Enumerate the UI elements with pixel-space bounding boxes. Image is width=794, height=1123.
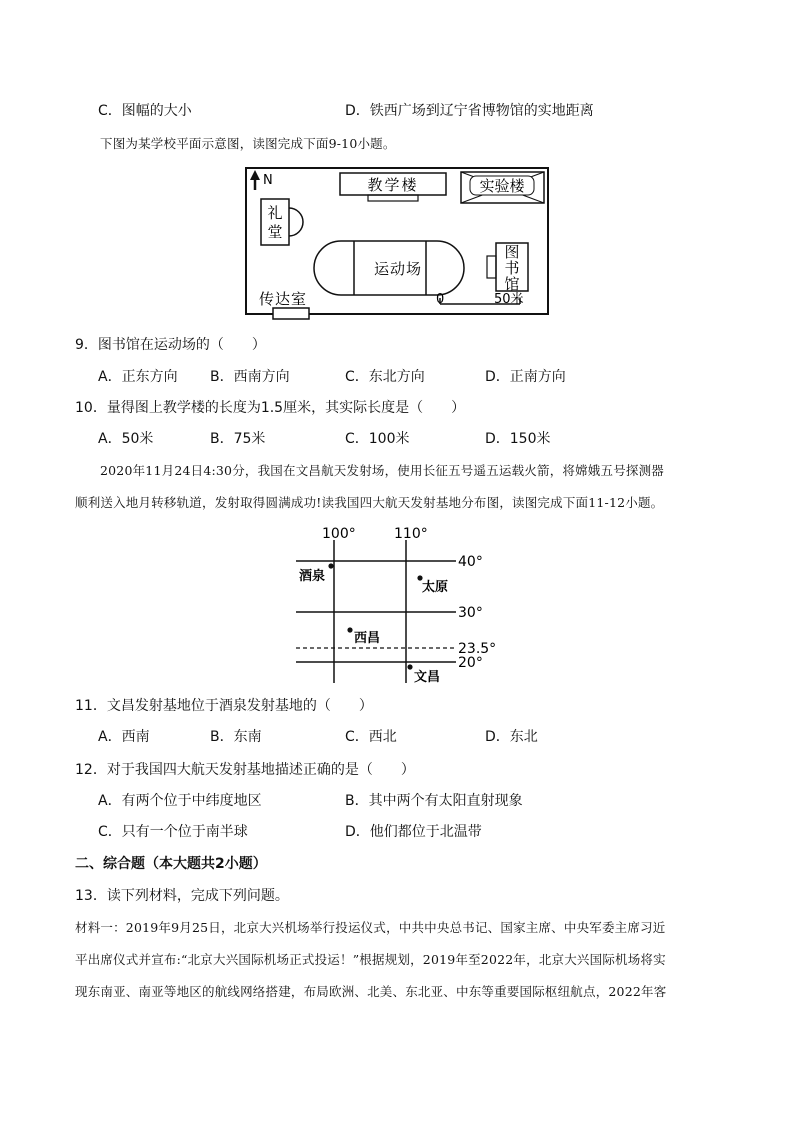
library-label-1: 图 — [504, 243, 520, 261]
lat-30-label: 30° — [458, 605, 483, 621]
lab-building-label: 实验楼 — [479, 177, 525, 195]
q11-option-b: B．东南 — [210, 729, 262, 745]
scale-zero-label: 0 — [436, 292, 445, 307]
q12-option-a: A．有两个位于中纬度地区 — [98, 793, 262, 809]
q10-option-d: D．150米 — [485, 431, 551, 447]
playground-label: 运动场 — [373, 260, 423, 278]
xichang-point — [347, 627, 352, 632]
teaching-building-label: 教学楼 — [367, 176, 419, 194]
material-line3: 现东南亚、南亚等地区的航线网络搭建，布局欧洲、北美、东北亚、中东等重要国际枢纽航点，2022年客 — [75, 984, 667, 999]
intro-9-10: 下图为某学校平面示意图，读图完成下面9-10小题。 — [100, 136, 396, 151]
q11-stem: 11．文昌发射基地位于酒泉发射基地的（ ） — [75, 698, 373, 714]
q8-option-c: C．图幅的大小 — [98, 103, 192, 119]
section2-title: 二、综合题（本大题共2小题） — [75, 856, 267, 872]
jiuquan-point — [328, 563, 333, 568]
q9-stem: 9．图书馆在运动场的（ ） — [75, 337, 266, 353]
q12-option-d: D．他们都位于北温带 — [345, 824, 482, 840]
jiuquan-label: 酒泉 — [299, 569, 326, 584]
lat-20-label: 20° — [458, 655, 483, 671]
q12-stem: 12．对于我国四大航天发射基地描述正确的是（ ） — [75, 762, 415, 778]
lon-110-label: 110° — [394, 526, 428, 542]
q9-option-a: A．正东方向 — [98, 369, 178, 385]
q9-option-c: C．东北方向 — [345, 369, 425, 385]
q11-option-a: A．西南 — [98, 729, 150, 745]
q10-option-a: A．50米 — [98, 431, 154, 447]
intro-11-12-line2: 顺利送入地月转移轨道，发射取得圆满成功!读我国四大航天发射基地分布图，读图完成下面11-12小题。 — [75, 495, 664, 510]
library-label-2: 书 — [504, 259, 520, 277]
lat-40-label: 40° — [458, 554, 483, 570]
q8-option-d: D．铁西广场到辽宁省博物馆的实地距离 — [345, 103, 594, 119]
material-line1: 材料一：2019年9月25日，北京大兴机场举行投运仪式，中共中央总书记、国家主席、中央军委主席习近 — [75, 920, 666, 935]
auditorium-label-1: 礼 — [267, 204, 283, 222]
q12-option-c: C．只有一个位于南半球 — [98, 824, 248, 840]
q10-option-c: C．100米 — [345, 431, 410, 447]
q11-option-d: D．东北 — [485, 729, 538, 745]
wenchang-point — [407, 664, 412, 669]
lon-100-label: 100° — [322, 526, 356, 542]
taiyuan-label: 太原 — [422, 580, 449, 595]
wenchang-label: 文昌 — [414, 670, 441, 685]
material-line2: 平出席仪式并宣布:“北京大兴国际机场正式投运！”根据规划，2019年至2022年，北京大兴国际机场将实 — [75, 952, 666, 967]
xichang-label: 西昌 — [354, 631, 381, 646]
q9-option-b: B．西南方向 — [210, 369, 290, 385]
gatehouse-label: 传达室 — [259, 290, 308, 308]
scale-max-label: 50米 — [494, 292, 524, 307]
q12-option-b: B．其中两个有太阳直射现象 — [345, 793, 523, 809]
auditorium-label-2: 堂 — [267, 223, 283, 241]
q9-option-d: D．正南方向 — [485, 369, 566, 385]
library-label-3: 馆 — [504, 275, 520, 293]
north-label: N — [263, 173, 273, 188]
q11-option-c: C．西北 — [345, 729, 397, 745]
lat-23-5-label: 23.5° — [458, 641, 497, 657]
q13-stem: 13．读下列材料，完成下列问题。 — [75, 888, 289, 904]
q10-stem: 10．量得图上教学楼的长度为1.5厘米，其实际长度是（ ） — [75, 400, 466, 416]
q10-option-b: B．75米 — [210, 431, 266, 447]
intro-11-12-line1: 2020年11月24日4:30分，我国在文昌航天发射场，使用长征五号遥五运载火箭，将嫦娥五号探测器 — [100, 463, 664, 478]
